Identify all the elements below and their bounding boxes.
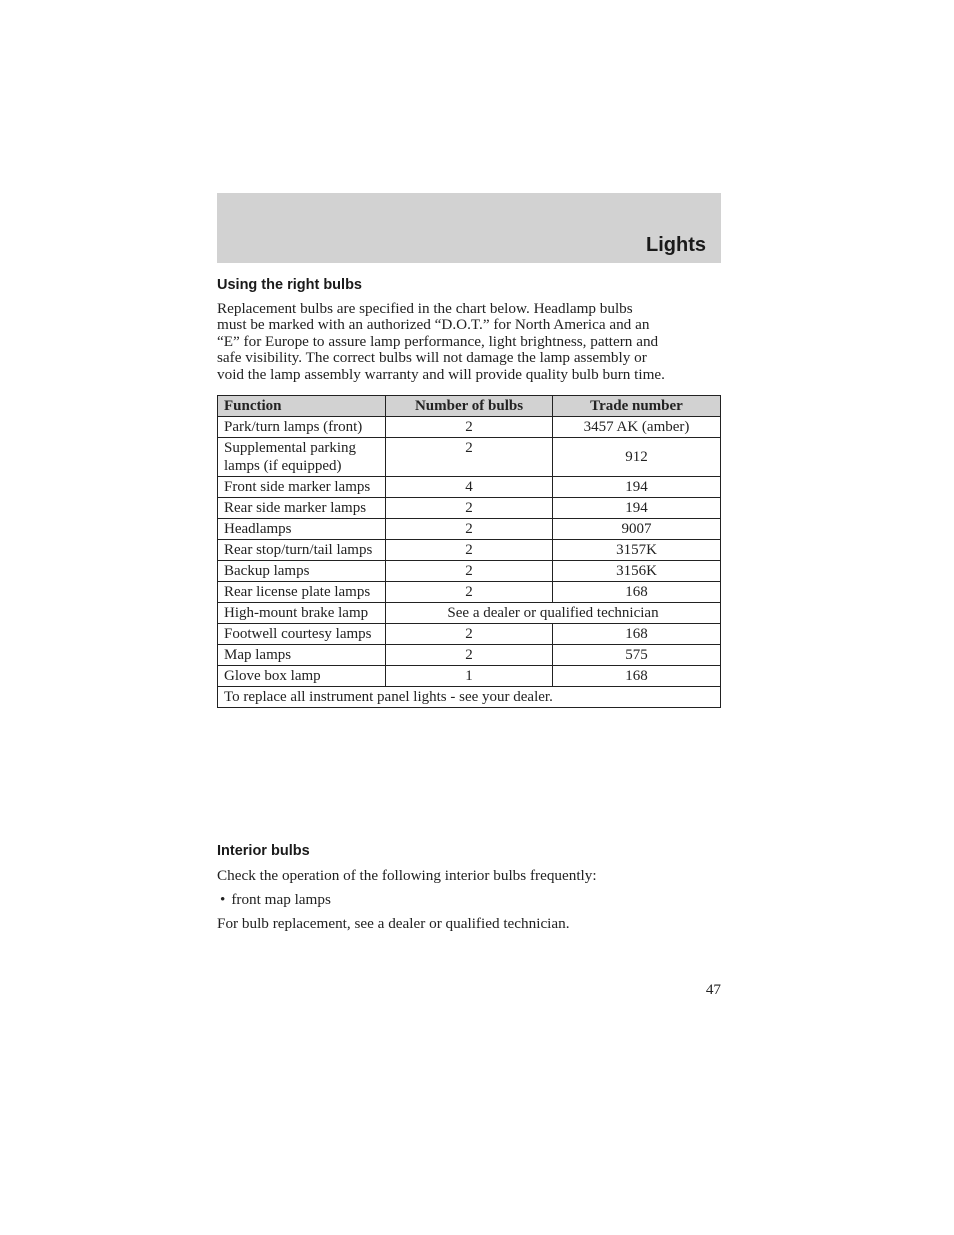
count-cell: 1	[386, 666, 553, 687]
column-header-function: Function	[218, 396, 386, 417]
function-cell: Rear license plate lamps	[218, 582, 386, 603]
function-cell: Park/turn lamps (front)	[218, 417, 386, 438]
count-cell: 2	[386, 498, 553, 519]
function-cell: Rear stop/turn/tail lamps	[218, 540, 386, 561]
count-cell: 2	[386, 519, 553, 540]
table-row	[218, 540, 721, 561]
function-cell: Footwell courtesy lamps	[218, 624, 386, 645]
table-row	[218, 561, 721, 582]
heading-using-right-bulbs: Using the right bulbs	[217, 277, 362, 293]
table-row	[218, 519, 721, 540]
trade-cell: 194	[553, 498, 721, 519]
table-row	[218, 603, 721, 624]
table-row	[218, 477, 721, 498]
intro-line: safe visibility. The correct bulbs will not damage the lamp assembly or	[217, 349, 647, 367]
function-cell: Rear side marker lamps	[218, 498, 386, 519]
count-cell: 4	[386, 477, 553, 498]
table-row	[218, 624, 721, 645]
count-cell: 2	[386, 438, 553, 477]
count-cell: 2	[386, 624, 553, 645]
function-cell: High-mount brake lamp	[218, 603, 386, 624]
table-header-row	[218, 396, 721, 417]
trade-cell: 3156K	[553, 561, 721, 582]
function-cell: Glove box lamp	[218, 666, 386, 687]
bulb-table	[217, 395, 721, 708]
count-cell: 2	[386, 561, 553, 582]
table-row	[218, 438, 721, 477]
count-cell: 2	[386, 582, 553, 603]
column-header-trade-number: Trade number	[553, 396, 721, 417]
function-cell: Front side marker lamps	[218, 477, 386, 498]
interior-intro: Check the operation of the following interior bulbs frequently:	[217, 867, 597, 884]
dealer-note-cell: See a dealer or qualified technician	[386, 603, 721, 624]
intro-line: void the lamp assembly warranty and will provide quality bulb burn time.	[217, 365, 665, 383]
function-cell: Headlamps	[218, 519, 386, 540]
trade-cell: 3457 AK (amber)	[553, 417, 721, 438]
trade-cell: 168	[553, 582, 721, 603]
trade-cell: 168	[553, 666, 721, 687]
bullet-symbol: •	[220, 891, 226, 908]
table-row	[218, 498, 721, 519]
intro-line: “E” for Europe to assure lamp performance, light brightness, pattern and	[217, 332, 659, 350]
intro-paragraph	[217, 301, 721, 383]
page-number: 47	[705, 981, 721, 998]
intro-line: Replacement bulbs are specified in the chart below. Headlamp bulbs	[217, 300, 633, 317]
bullet-text: front map lamps	[231, 891, 331, 908]
trade-cell: 3157K	[553, 540, 721, 561]
section-header-band	[217, 193, 721, 263]
intro-line: must be marked with an authorized “D.O.T.” for North America and an	[217, 316, 650, 334]
heading-interior-bulbs: Interior bulbs	[217, 843, 310, 859]
trade-cell: 9007	[553, 519, 721, 540]
instrument-panel-note: To replace all instrument panel lights - see your dealer.	[218, 687, 721, 708]
interior-closing: For bulb replacement, see a dealer or qualified technician.	[217, 915, 570, 932]
table-row	[218, 645, 721, 666]
function-cell: Map lamps	[218, 645, 386, 666]
function-cell: Backup lamps	[218, 561, 386, 582]
table-row	[218, 666, 721, 687]
table-footer-row	[218, 687, 721, 708]
bullet-item	[220, 891, 331, 909]
table-row	[218, 582, 721, 603]
column-header-number-of-bulbs: Number of bulbs	[386, 396, 553, 417]
table-row	[218, 417, 721, 438]
trade-cell: 194	[553, 477, 721, 498]
count-cell: 2	[386, 645, 553, 666]
count-cell: 2	[386, 417, 553, 438]
function-cell: Supplemental parking lamps (if equipped)	[218, 438, 386, 477]
section-title: Lights	[646, 234, 706, 256]
trade-cell: 575	[553, 645, 721, 666]
trade-cell: 168	[553, 624, 721, 645]
trade-cell: 912	[553, 438, 721, 477]
count-cell: 2	[386, 540, 553, 561]
